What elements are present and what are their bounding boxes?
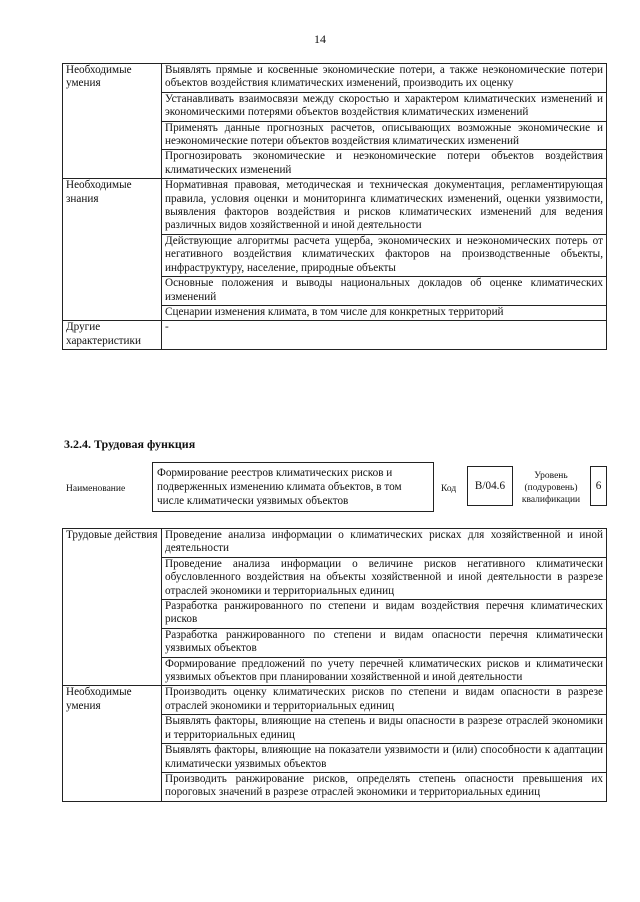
table-cell: Нормативная правовая, методическая и техническая документация, регламентирующая правила, условия оценки и мониторинга климатических изменений, оценки уязвимости, выявления факторов воздействия и рисков климатических изменений для ведения различных видов хозяйственной и иной деятельности: [162, 179, 607, 235]
table-cell: -: [162, 321, 607, 350]
section-title: 3.2.4. Трудовая функция: [64, 437, 196, 451]
code-label: Код: [441, 484, 457, 494]
table-cell: Выявлять прямые и косвенные экономические потери, а также неэкономические потери объектов воздействия климатических изменений, производить их оценку: [162, 64, 607, 93]
table-cell: Основные положения и выводы национальных докладов об оценке климатических изменений: [162, 277, 607, 306]
row-group-label: Другие характеристики: [63, 321, 162, 350]
requirements-table-top: [62, 63, 607, 350]
page-number: 14: [314, 32, 326, 46]
table-cell: Прогнозировать экономические и неэкономические потери объектов воздействия климатических изменений: [162, 150, 607, 179]
table-row: [63, 179, 607, 235]
row-group-label: Трудовые действия: [63, 529, 162, 686]
code-value-box: B/04.6: [467, 466, 513, 506]
function-name-box: Формирование реестров климатических рисков и подверженных изменению климата объектов, в том числе климатически уязвимых объектов: [152, 462, 434, 512]
qualification-level-box: 6: [590, 466, 607, 506]
row-group-label: Необходимые знания: [63, 179, 162, 321]
table-cell: Проведение анализа информации о климатических рисках для хозяйственной и иной деятельности: [162, 529, 607, 558]
table-cell: Выявлять факторы, влияющие на показатели уязвимости и (или) способности к адаптации климатически уязвимых объектов: [162, 744, 607, 773]
table-cell: Сценарии изменения климата, в том числе для конкретных территорий: [162, 305, 607, 320]
table-row: [63, 64, 607, 93]
table-cell: Разработка ранжированного по степени и видам воздействия перечня климатических рисков: [162, 600, 607, 629]
table-cell: Формирование предложений по учету перечней климатических рисков и климатически уязвимых объектов при планировании хозяйственной и иной деятельности: [162, 657, 607, 686]
name-label: Наименование: [66, 484, 126, 494]
table-row: [63, 529, 607, 558]
table-cell: Разработка ранжированного по степени и видам опасности перечня климатически уязвимых объектов: [162, 628, 607, 657]
table-row: [63, 321, 607, 350]
table-cell: Устанавливать взаимосвязи между скоростью и характером климатических изменений и экономическими потерями объектов воздействия климатических изменений: [162, 92, 607, 121]
table-cell: Выявлять факторы, влияющие на степень и виды опасности в разрезе отраслей экономики и территориальных единиц: [162, 715, 607, 744]
row-group-label: Необходимые умения: [63, 64, 162, 179]
table-cell: Проведение анализа информации о величине рисков негативного климатически обусловленного воздействия на объекты хозяйственной и иной деятельности в разрезе отраслей экономики и территориальных единиц: [162, 557, 607, 599]
table-cell: Производить оценку климатических рисков по степени и видам опасности в разрезе отраслей экономики и территориальных единиц: [162, 686, 607, 715]
table-cell: Применять данные прогнозных расчетов, описывающих возможные экономические и неэкономические потери объектов воздействия климатических изменений: [162, 121, 607, 150]
qualification-level-label: Уровень (подуровень) квалификации: [521, 471, 581, 505]
table-cell: Действующие алгоритмы расчета ущерба, экономических и неэкономических потерь от негативного воздействия климатических факторов на производственные объекты, инфраструктуру, население, природные объекты: [162, 234, 607, 276]
row-group-label: Необходимые умения: [63, 686, 162, 801]
table-row: [63, 686, 607, 715]
labor-function-table: [62, 528, 607, 802]
table-cell: Производить ранжирование рисков, определять степень опасности превышения их пороговых значений в разрезе отраслей экономики и территориальных единиц: [162, 772, 607, 801]
